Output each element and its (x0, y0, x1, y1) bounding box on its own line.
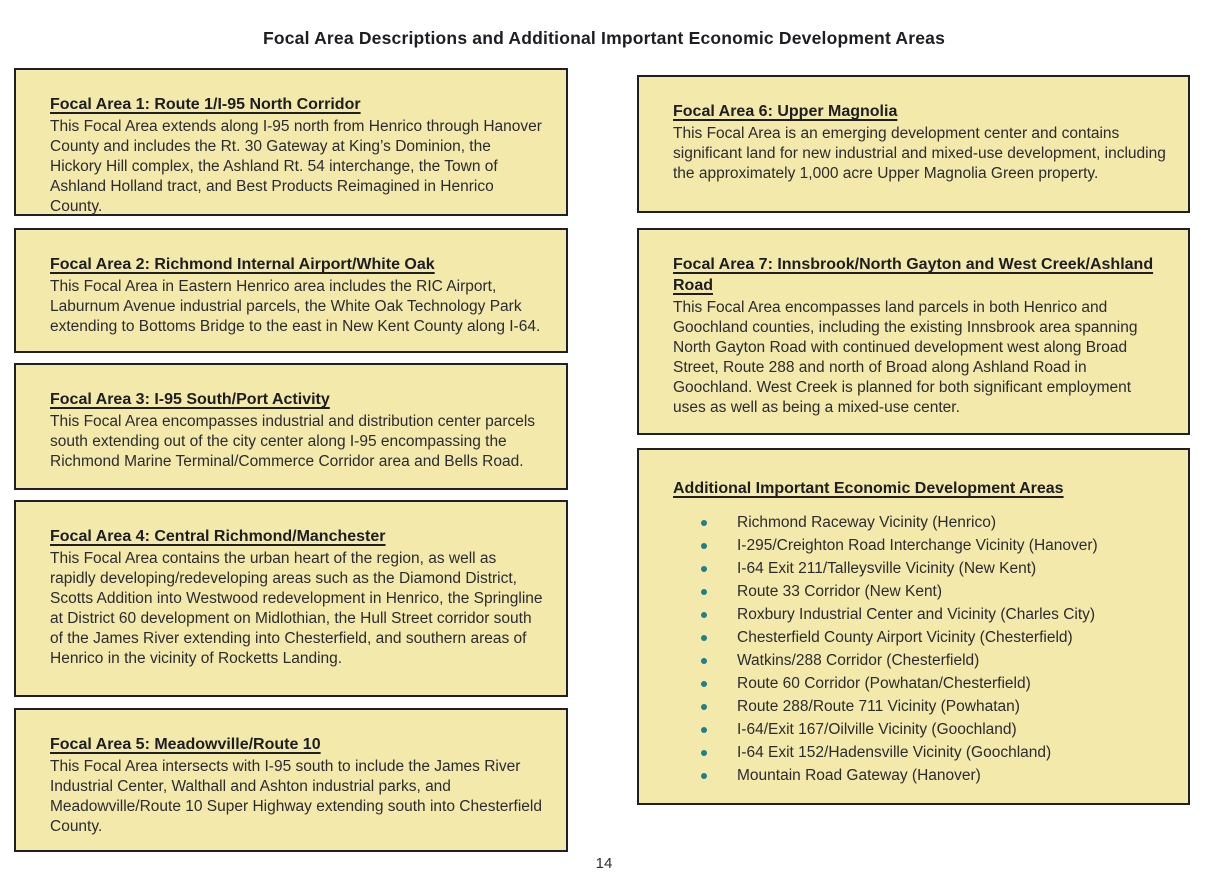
additional-areas-list (673, 513, 1168, 785)
focal-area-5-box (14, 708, 568, 852)
bullet-icon (701, 750, 707, 756)
additional-area-item (701, 513, 1168, 532)
additional-area-item (701, 743, 1168, 762)
focal-area-2-heading: Focal Area 2: Richmond Internal Airport/White Oak (50, 256, 435, 273)
focal-area-3-body: This Focal Area encompasses industrial and distribution center parcels south extending out of the city center along I-95 encompassing the Richmond Marine Terminal/Commerce Corridor area and Bells Road. (50, 413, 536, 470)
additional-area-item-label: Route 33 Corridor (New Kent) (737, 583, 943, 600)
bullet-icon (701, 566, 707, 572)
additional-area-item (701, 720, 1168, 739)
focal-area-6-box (637, 75, 1190, 213)
bullet-icon (701, 704, 707, 710)
focal-area-3-heading: Focal Area 3: I-95 South/Port Activity (50, 391, 330, 408)
focal-area-4-heading: Focal Area 4: Central Richmond/Manchester (50, 528, 386, 545)
additional-area-item-label: Route 60 Corridor (Powhatan/Chesterfield) (737, 675, 1031, 692)
focal-area-5-heading: Focal Area 5: Meadowville/Route 10 (50, 736, 321, 753)
additional-area-item (701, 766, 1168, 785)
bullet-icon (701, 773, 707, 779)
bullet-icon (701, 635, 707, 641)
bullet-icon (701, 681, 707, 687)
additional-area-item-label: I-64 Exit 211/Talleysville Vicinity (New Kent) (737, 560, 1037, 577)
bullet-icon (701, 520, 707, 526)
page-title: Focal Area Descriptions and Additional Important Economic Development Areas (262, 28, 946, 48)
bullet-icon (701, 612, 707, 618)
additional-area-item-label: I-64 Exit 152/Hadensville Vicinity (Goochland) (737, 744, 1052, 761)
focal-area-7-box (637, 228, 1190, 435)
additional-area-item (701, 697, 1168, 716)
additional-area-item-label: I-295/Creighton Road Interchange Vicinity (Hanover) (737, 537, 1098, 554)
additional-area-item-label: Route 288/Route 711 Vicinity (Powhatan) (737, 698, 1020, 715)
additional-area-item-label: Chesterfield County Airport Vicinity (Chesterfield) (737, 629, 1073, 646)
additional-areas-box (637, 448, 1190, 805)
additional-area-item (701, 605, 1168, 624)
additional-area-item-label: Mountain Road Gateway (Hanover) (737, 767, 981, 784)
bullet-icon (701, 543, 707, 549)
focal-area-5-body: This Focal Area intersects with I-95 south to include the James River Industrial Center, Walthall and Ashton industrial parks, and Meadowville/Route 10 Super Highway extending south into Chesterfield County. (50, 758, 542, 835)
page-number: 14 (595, 855, 613, 872)
focal-area-2-body: This Focal Area in Eastern Henrico area includes the RIC Airport, Laburnum Avenue industrial parcels, the White Oak Technology Park extending to Bottoms Bridge to the east in New Kent County along I-64. (50, 278, 541, 335)
additional-area-item (701, 536, 1168, 555)
focal-area-1-heading: Focal Area 1: Route 1/I-95 North Corridor (50, 96, 361, 113)
additional-area-item (701, 674, 1168, 693)
focal-area-2-box (14, 228, 568, 353)
additional-area-item (701, 559, 1168, 578)
focal-area-3-box (14, 363, 568, 490)
focal-area-6-heading: Focal Area 6: Upper Magnolia (673, 103, 898, 120)
additional-area-item (701, 628, 1168, 647)
focal-area-7-heading: Focal Area 7: Innsbrook/North Gayton and West Creek/Ashland Road (673, 256, 1154, 294)
focal-area-6-body: This Focal Area is an emerging development center and contains significant land for new industrial and mixed-use development, including the approximately 1,000 acre Upper Magnolia Green property. (673, 125, 1166, 182)
bullet-icon (701, 658, 707, 664)
focal-area-7-body: This Focal Area encompasses land parcels in both Henrico and Goochland counties, including the existing Innsbrook area spanning North Gayton Road with continued development west along Broad Street, Route 288 and north of Broad along Ashland Road in Goochland. West Creek is planned for both significant employment uses as well as being a mixed-use center. (673, 299, 1138, 416)
focal-area-1-box (14, 68, 568, 216)
additional-area-item-label: Richmond Raceway Vicinity (Henrico) (737, 514, 996, 531)
focal-area-1-body: This Focal Area extends along I-95 north from Henrico through Hanover County and includes the Rt. 30 Gateway at King’s Dominion, the Hickory Hill complex, the Ashland Rt. 54 interchange, the Town of Ashland Holland tract, and Best Products Reimagined in Henrico County. (50, 118, 542, 215)
additional-area-item (701, 651, 1168, 670)
additional-areas-heading: Additional Important Economic Development Areas (673, 480, 1064, 497)
additional-area-item (701, 582, 1168, 601)
additional-area-item-label: Watkins/288 Corridor (Chesterfield) (737, 652, 980, 669)
focal-area-4-body: This Focal Area contains the urban heart of the region, as well as rapidly developing/redeveloping areas such as the Diamond District, Scotts Addition into Westwood redevelopment in Henrico, the Springline at District 60 development on Midlothian, the Hull Street corridor south of the James River extending into Chesterfield, and southern areas of Henrico in the vicinity of Rocketts Landing. (50, 550, 543, 667)
bullet-icon (701, 727, 707, 733)
bullet-icon (701, 589, 707, 595)
focal-area-4-box (14, 500, 568, 697)
additional-area-item-label: Roxbury Industrial Center and Vicinity (Charles City) (737, 606, 1096, 623)
additional-area-item-label: I-64/Exit 167/Oilville Vicinity (Goochland) (737, 721, 1017, 738)
